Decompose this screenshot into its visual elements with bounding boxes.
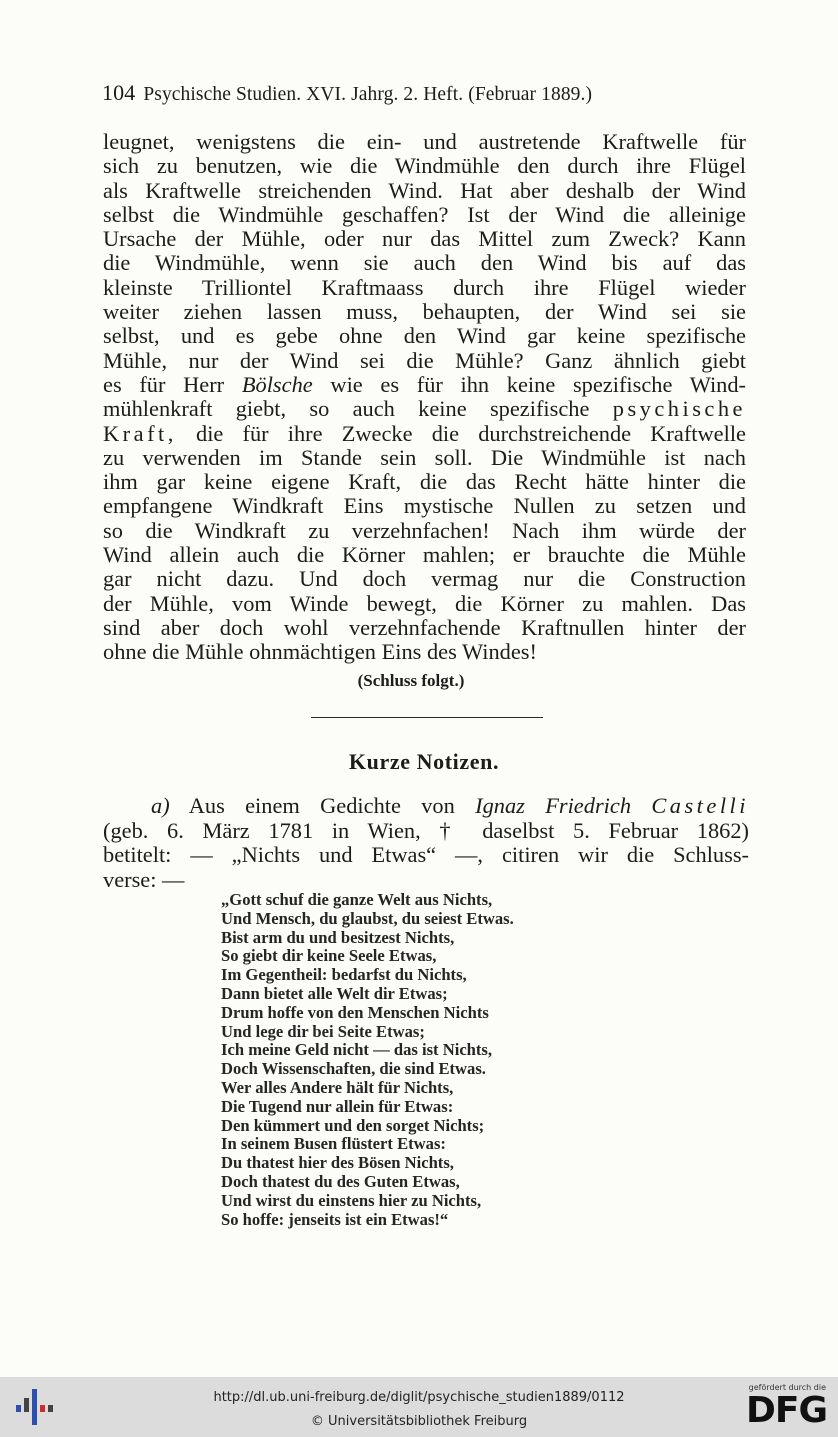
poem-line: Drum hoffe von den Menschen Nichts [221,1002,489,1022]
text-line: selbst die Windmühle geschaffen? Ist der Wind die alleinige [103,201,746,227]
text-fragment: Aus einem Gedichte von [188,793,455,818]
poem-line: Wer alles Andere hält für Nichts, [221,1077,454,1097]
item-marker: a) [151,793,170,818]
author-name-boelsche: Bölsche [241,371,313,397]
text-line: kleinste Trilliontel Kraftmaass durch ihre Flügel wieder [103,274,746,300]
poem-line: So hoffe: jenseits ist ein Etwas!“ [221,1209,449,1229]
text-line: Ursache der Mühle, oder nur das Mittel zum Zweck? Kann [103,226,746,252]
poem-line: Und Mensch, du glaubst, du seiest Etwas. [221,908,514,928]
author-surname-castelli: Castelli [651,793,749,818]
notice-paragraph-a [103,794,749,892]
poem-line: Im Gegentheil: bedarfst du Nichts, [221,965,467,985]
text-fragment: es für Herr [103,371,225,397]
poem-line: Bist arm du und besitzest Nichts, [221,927,455,947]
continuation-note-text: (Schluss folgt.) [357,671,465,690]
poem-line: Doch Wissenschaften, die sind Etwas. [221,1059,486,1079]
author-name-castelli: Ignaz Friedrich [475,793,632,818]
text-line: weiter ziehen lassen muss, behaupten, der Wind sei sie [103,299,746,325]
poem-line: Ich meine Geld nicht — das ist Nichts, [221,1040,493,1060]
text-line: die Windmühle, wenn sie auch den Wind bis auf das [103,250,746,276]
text-line [103,422,746,446]
text-line: Mühle, nur der Wind sei die Mühle? Ganz ähnlich giebt [103,347,746,373]
text-line: der Mühle, vom Winde bewegt, die Körner zu mahlen. Das [103,590,746,616]
poem-line: Den kümmert und den sorget Nichts; [221,1115,485,1135]
text-line: leugnet, wenigstens die ein- und austretende Kraftwelle für [103,129,746,154]
text-line: empfangene Windkraft Eins mystische Nullen zu setzen und [103,493,746,519]
poem-line: „Gott schuf die ganze Welt aus Nichts, [221,890,493,909]
text-line: verse: — [103,866,185,892]
poem-block [221,891,621,1229]
poem-line: Und lege dir bei Seite Etwas; [221,1021,425,1041]
footer-bar [0,1377,838,1437]
section-divider [311,717,543,718]
text-line: betitelt: — „Nichts und Etwas“ —, citiren wir die Schluss- [103,842,749,868]
text-line [103,373,746,397]
body-paragraph [103,130,746,665]
copyright-notice: © Universitätsbibliothek Freiburg [310,1414,528,1429]
text-line [103,794,749,819]
text-fragment: mühlenkraft giebt, so auch keine spezifische [103,396,590,422]
poem-line: Und wirst du einstens hier zu Nichts, [221,1190,482,1210]
emphasis-psychische: psychische [612,396,746,422]
text-line: als Kraftwelle streichenden Wind. Hat aber deshalb der Wind [103,177,746,203]
dfg-logo[interactable]: DFG [745,1390,827,1431]
continuation-note [0,671,838,691]
text-line: so die Windkraft zu verzehnfachen! Nach ihm würde der [103,517,746,543]
text-line: ihm gar keine eigene Kraft, die das Recht hätte hinter die [103,469,746,495]
poem-line: Die Tugend nur allein für Etwas: [221,1096,454,1116]
page-number: 104 [102,80,136,105]
text-line: sich zu benutzen, wie die Windmühle den durch ihre Flügel [103,153,746,179]
text-line: gar nicht dazu. Und doch vermag nur die Construction [103,566,746,592]
poem-line: Dann bietet alle Welt dir Etwas; [221,983,448,1003]
running-head [102,80,702,106]
text-fragment: wie es für ihn keine spezifische Wind- [330,371,747,397]
text-line: Wind allein auch die Körner mahlen; er brauchte die Mühle [103,542,746,568]
text-fragment: die für ihre Zwecke die durchstreichende Kraftwelle [196,420,746,446]
running-title: Psychische Studien. XVI. Jahrg. 2. Heft. (Februar 1889.) [143,84,593,105]
funding-note: gefördert durch die [748,1383,826,1392]
text-line: selbst, und es gebe ohne den Wind gar keine spezifische [103,323,746,349]
text-line: sind aber doch wohl verzehnfachende Kraftnullen hinter der [103,614,746,640]
permalink-url[interactable]: http://dl.ub.uni-freiburg.de/diglit/psychische_studien1889/0112 [213,1390,625,1405]
poem-line: In seinem Busen flüstert Etwas: [221,1134,446,1154]
poem-line: Doch thatest du des Guten Etwas, [221,1171,460,1191]
text-line: zu verwenden im Stande sein soll. Die Windmühle ist nach [103,444,746,470]
text-line [103,397,746,421]
text-line: ohne die Mühle ohnmächtigen Eins des Windes! [103,639,537,665]
emphasis-kraft: Kraft, [103,420,177,446]
section-heading: Kurze Notizen. [348,749,500,774]
text-line: (geb. 6. März 1781 in Wien, † daselbst 5. Februar 1862) [103,817,749,843]
poem-line: So giebt dir keine Seele Etwas, [221,946,437,966]
poem-line: Du thatest hier des Bösen Nichts, [221,1153,454,1173]
